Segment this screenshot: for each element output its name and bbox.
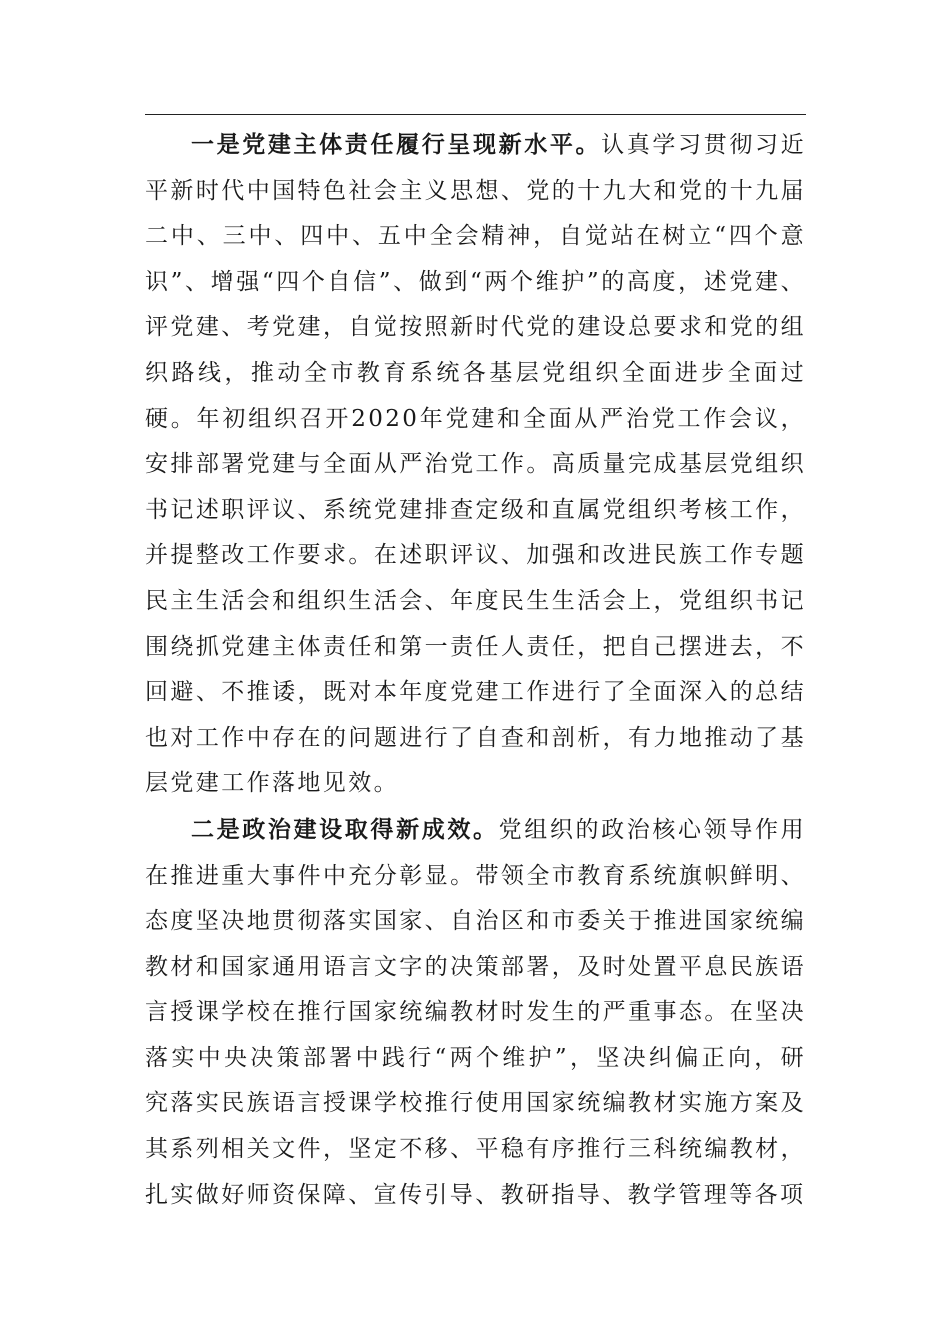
header-rule (145, 114, 806, 115)
paragraph-1-text: 认真学习贯彻习近平新时代中国特色社会主义思想、党的十九大和党的十九届二中、三中、四中、五中全会精神，自觉站在树立“四个意识”、增强“四个自信”、做到“两个维护”的高度，述党建、评党建、考党建，自觉按照新时代党的建设总要求和党的组织路线，推动全市教育系统各基层党组织全面进步全面过硬。年初组织召开2020年党建和全面从严治党工作会议，安排部署党建与全面从严治党工作。高质量完成基层党组织书记述职评议、系统党建排查定级和直属党组织考核工作，并提整改工作要求。在述职评议、加强和改进民族工作专题民主生活会和组织生活会、年度民生生活会上，党组织书记围绕抓党建主体责任和第一责任人责任，把自己摆进去，不回避、不推诿，既对本年度党建工作进行了全面深入的总结也对工作中存在的问题进行了自查和剖析，有力地推动了基层党建工作落地见效。 (145, 132, 806, 797)
paragraph-2-lead: 二是政治建设取得新成效。 (191, 815, 499, 843)
paragraph-1 (145, 122, 806, 807)
paragraph-1-lead: 一是党建主体责任履行呈现新水平。 (191, 131, 602, 158)
paragraph-2 (145, 807, 806, 1218)
body-text (145, 122, 806, 1218)
paragraph-2-text: 党组织的政治核心领导作用在推进重大事件中充分彰显。带领全市教育系统旗帜鲜明、态度坚决地贯彻落实国家、自治区和市委关于推进国家统编教材和国家通用语言文字的决策部署，及时处置平息民族语言授课学校在推行国家统编教材时发生的严重事态。在坚决落实中央决策部署中践行“两个维护”，坚决纠偏正向，研究落实民族语言授课学校推行使用国家统编教材实施方案及其系列相关文件，坚定不移、平稳有序推行三科统编教材，扎实做好师资保障、宣传引导、教研指导、教学管理等各项 (145, 816, 806, 1208)
